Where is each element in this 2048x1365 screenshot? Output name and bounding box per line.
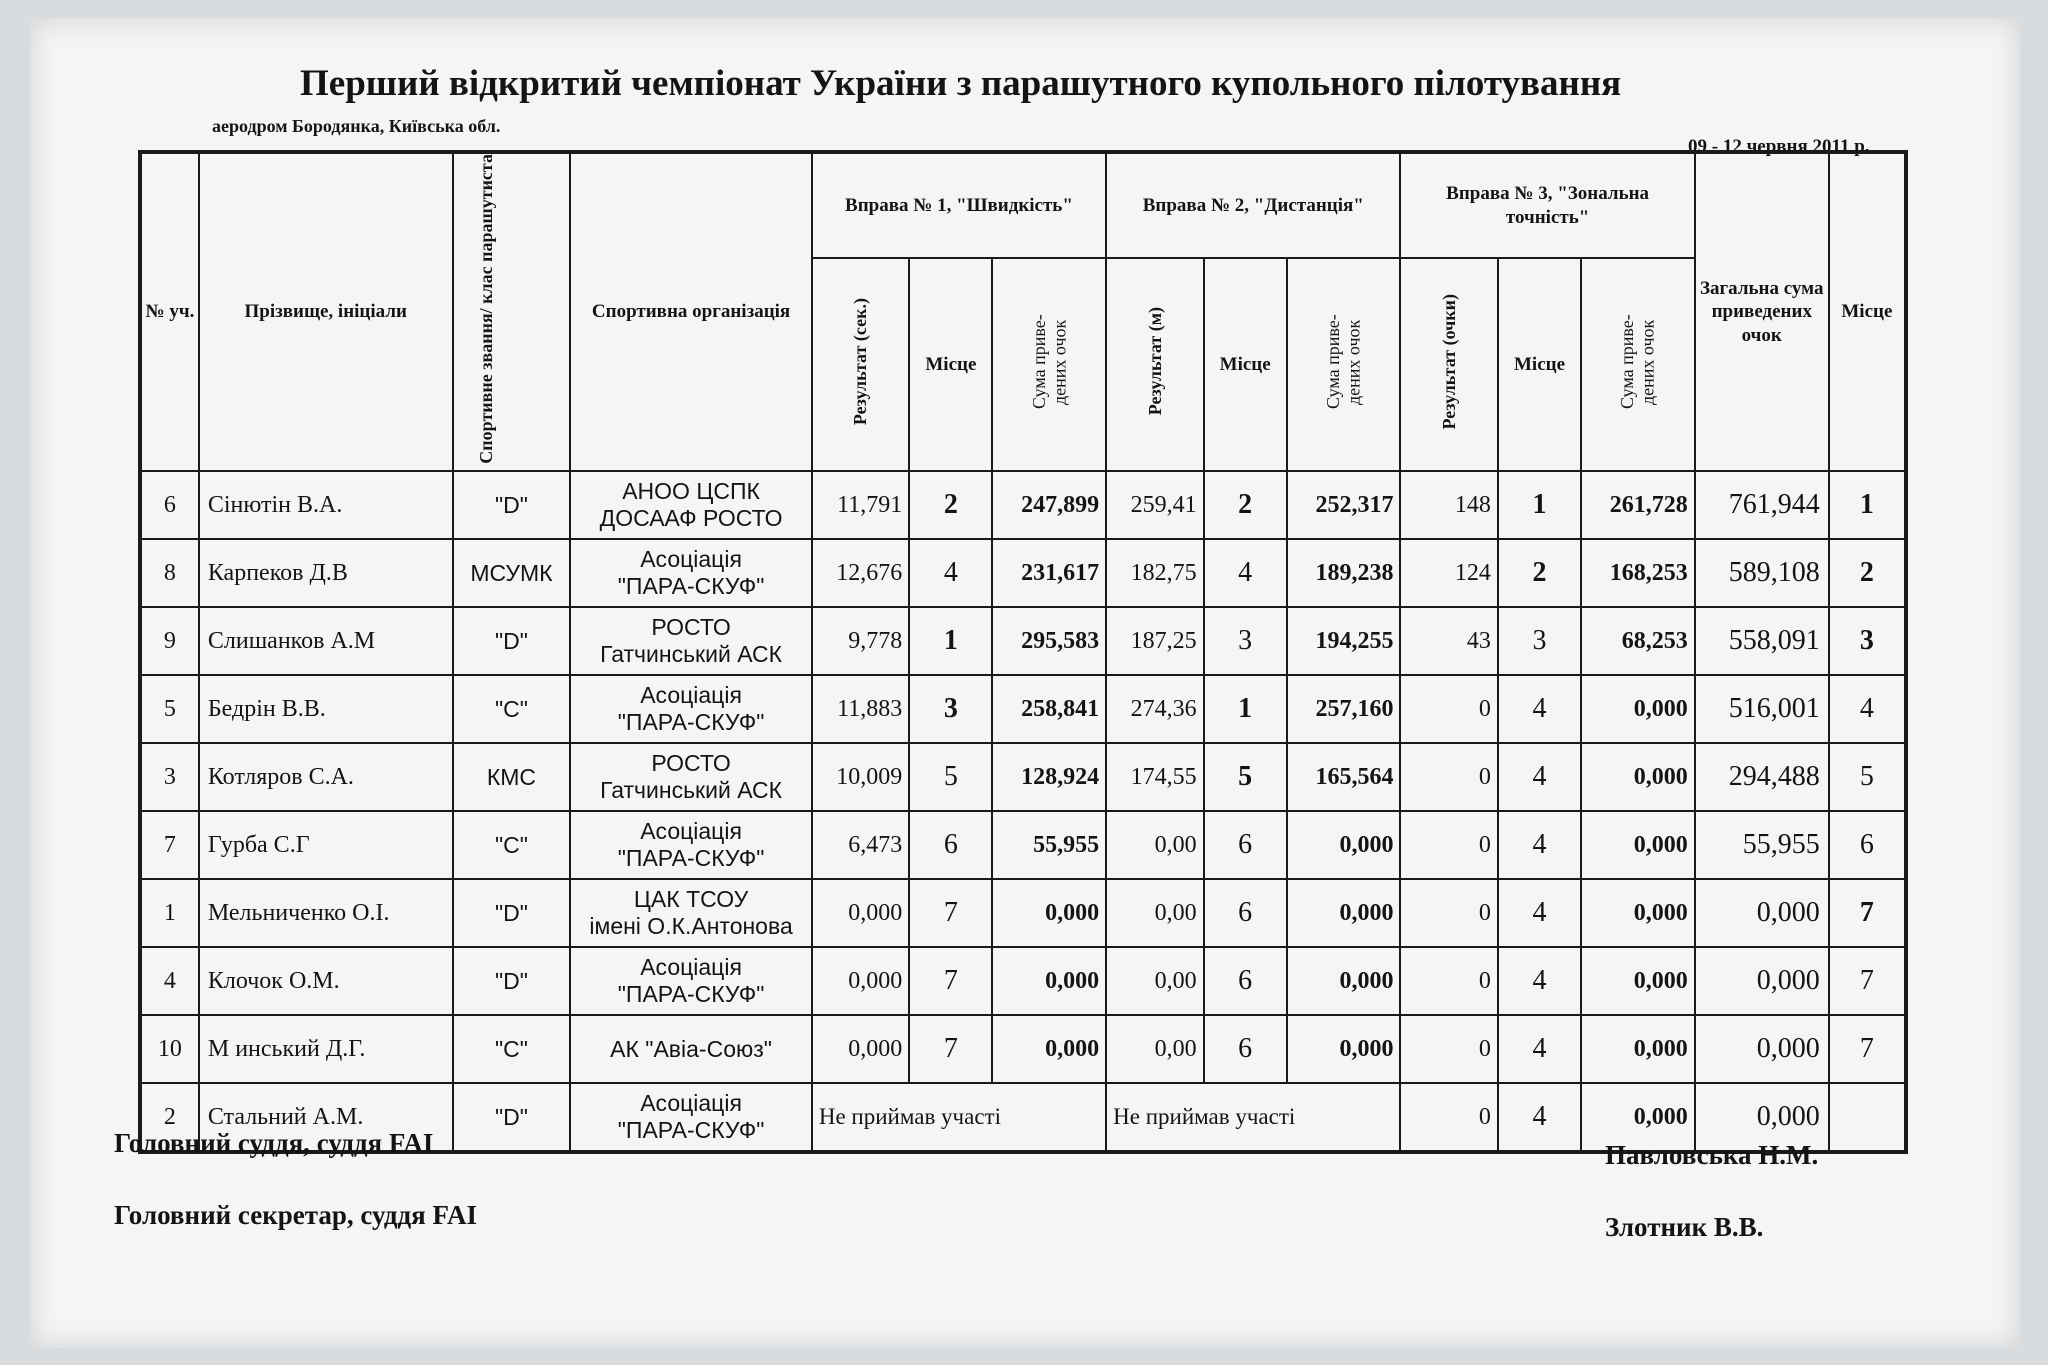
org-line-2: імені О.К.Антонова [589, 913, 793, 940]
ex1-result: 6,473 [812, 811, 909, 879]
org-line-1: АК "Авіа-Союз" [610, 1035, 772, 1062]
ex2-sum-header: Сума приве- дених очок [1287, 258, 1401, 471]
org-line-2: Гатчинський АСК [600, 777, 783, 804]
participant-number: 9 [140, 607, 199, 675]
ex3-sum: 261,728 [1581, 471, 1695, 539]
org-line-2: "ПАРА-СКУФ" [617, 981, 765, 1008]
ex1-result: 9,778 [812, 607, 909, 675]
ex2-result: 0,00 [1106, 947, 1203, 1015]
org-line-1: ЦАК ТСОУ [633, 885, 749, 912]
participant-name: Слишанков А.М [199, 607, 453, 675]
participant-rank: "C" [453, 1015, 571, 1083]
ex3-place-header: Місце [1498, 258, 1581, 471]
participant-number: 8 [140, 539, 199, 607]
org-line-2: "ПАРА-СКУФ" [617, 845, 765, 872]
ex2-place: 3 [1204, 607, 1287, 675]
ex1-place-header: Місце [909, 258, 992, 471]
ex2-sum: 165,564 [1287, 743, 1401, 811]
ex3-place: 3 [1498, 607, 1581, 675]
total-points: 55,955 [1695, 811, 1829, 879]
org-line-1: Асоціація [640, 681, 742, 708]
page-title: Перший відкритий чемпіонат України з парашутного купольного пілотування [300, 63, 1622, 104]
ex3-result: 148 [1400, 471, 1497, 539]
participant-number: 6 [140, 471, 199, 539]
participant-organization [570, 471, 812, 539]
ex3-result: 43 [1400, 607, 1497, 675]
participant-organization [570, 811, 812, 879]
participant-number: 4 [140, 947, 199, 1015]
final-place: 3 [1829, 607, 1906, 675]
ex2-sum: 0,000 [1287, 811, 1401, 879]
ex1-place: 3 [909, 675, 992, 743]
ex3-place: 4 [1498, 879, 1581, 947]
table-row [140, 539, 1906, 607]
ex3-place: 4 [1498, 947, 1581, 1015]
chief-judge-role: Головний суддя, суддя FAI [114, 1128, 434, 1158]
chief-secretary-name: Злотник В.В. [1605, 1212, 1764, 1242]
ex3-result-header: Результат (очки) [1400, 258, 1497, 471]
ex2-result: 0,00 [1106, 879, 1203, 947]
ex2-sum: 194,255 [1287, 607, 1401, 675]
ex1-result: 11,791 [812, 471, 909, 539]
results-table [138, 150, 1908, 1154]
participant-rank: "D" [453, 947, 571, 1015]
total-points: 0,000 [1695, 1083, 1829, 1152]
ex2-result: 274,36 [1106, 675, 1203, 743]
ex2-sum: 0,000 [1287, 947, 1401, 1015]
col-org-header: Спортивна організація [570, 152, 812, 471]
ex1-sum: 128,924 [992, 743, 1106, 811]
col-name-header: Прізвище, ініціали [199, 152, 453, 471]
table-row [140, 947, 1906, 1015]
ex1-sum: 55,955 [992, 811, 1106, 879]
participant-name: Котляров С.А. [199, 743, 453, 811]
ex3-sum: 0,000 [1581, 675, 1695, 743]
ex1-place: 2 [909, 471, 992, 539]
participant-number: 10 [140, 1015, 199, 1083]
ex1-place: 1 [909, 607, 992, 675]
ex2-result: 174,55 [1106, 743, 1203, 811]
participant-name: М инський Д.Г. [199, 1015, 453, 1083]
table-row [140, 675, 1906, 743]
participant-number: 7 [140, 811, 199, 879]
participant-rank: "D" [453, 1083, 571, 1152]
total-points: 0,000 [1695, 879, 1829, 947]
participant-rank: "D" [453, 607, 571, 675]
org-line-2: "ПАРА-СКУФ" [617, 709, 765, 736]
final-place: 4 [1829, 675, 1906, 743]
chief-secretary-role: Головний секретар, суддя FAI [114, 1200, 477, 1230]
org-line-1: АНОО ЦСПК [622, 477, 760, 504]
ex3-result: 0 [1400, 743, 1497, 811]
org-line-1: РОСТО [651, 613, 731, 640]
org-line-1: Асоціація [640, 817, 742, 844]
ex1-result: 0,000 [812, 947, 909, 1015]
participant-organization [570, 607, 812, 675]
org-line-1: Асоціація [640, 1089, 742, 1116]
ex2-place: 6 [1204, 947, 1287, 1015]
ex3-sum: 68,253 [1581, 607, 1695, 675]
ex2-place: 6 [1204, 1015, 1287, 1083]
ex2-place: 5 [1204, 743, 1287, 811]
ex2-sum: 257,160 [1287, 675, 1401, 743]
ex1-result: 10,009 [812, 743, 909, 811]
ex1-sum: 0,000 [992, 879, 1106, 947]
participant-organization [570, 879, 812, 947]
org-line-2: "ПАРА-СКУФ" [617, 1117, 765, 1144]
ex3-place: 4 [1498, 811, 1581, 879]
final-place: 7 [1829, 879, 1906, 947]
ex3-place: 1 [1498, 471, 1581, 539]
participant-rank: "C" [453, 811, 571, 879]
ex1-place: 5 [909, 743, 992, 811]
final-place [1829, 1083, 1906, 1152]
total-points: 589,108 [1695, 539, 1829, 607]
participant-rank: МСУМК [453, 539, 571, 607]
col-rank-header: Спортивне звання/ клас парашутиста [453, 152, 571, 471]
exercise-2-header: Вправа № 2, "Дистанція" [1106, 152, 1400, 258]
participant-number: 3 [140, 743, 199, 811]
ex3-sum: 0,000 [1581, 743, 1695, 811]
col-num-header: № уч. [140, 152, 199, 471]
total-points: 761,944 [1695, 471, 1829, 539]
participant-organization [570, 539, 812, 607]
participant-name: Карпеков Д.В [199, 539, 453, 607]
final-place: 5 [1829, 743, 1906, 811]
ex1-not-participated: Не приймав участі [812, 1083, 1106, 1152]
participant-name: Сінютін В.А. [199, 471, 453, 539]
ex1-sum: 258,841 [992, 675, 1106, 743]
exercise-1-header: Вправа № 1, "Швидкість" [812, 152, 1106, 258]
participant-organization [570, 1015, 812, 1083]
ex1-sum: 295,583 [992, 607, 1106, 675]
ex3-sum: 0,000 [1581, 879, 1695, 947]
ex3-place: 4 [1498, 1015, 1581, 1083]
ex2-place: 2 [1204, 471, 1287, 539]
ex3-result: 0 [1400, 675, 1497, 743]
ex3-result: 0 [1400, 879, 1497, 947]
ex2-result: 0,00 [1106, 811, 1203, 879]
ex2-place-header: Місце [1204, 258, 1287, 471]
ex3-sum: 0,000 [1581, 811, 1695, 879]
table-row [140, 879, 1906, 947]
ex2-place: 6 [1204, 811, 1287, 879]
org-line-1: Асоціація [640, 545, 742, 572]
total-points: 294,488 [1695, 743, 1829, 811]
ex2-not-participated: Не приймав участі [1106, 1083, 1400, 1152]
col-final-place-header: Місце [1829, 152, 1906, 471]
ex2-sum: 0,000 [1287, 879, 1401, 947]
table-row [140, 1015, 1906, 1083]
ex2-result: 259,41 [1106, 471, 1203, 539]
ex1-result: 0,000 [812, 879, 909, 947]
participant-number: 2 [140, 1083, 199, 1152]
final-place: 2 [1829, 539, 1906, 607]
venue-text: аеродром Бородянка, Київська обл. [212, 116, 501, 136]
ex2-sum: 189,238 [1287, 539, 1401, 607]
participant-number: 1 [140, 879, 199, 947]
ex2-result: 182,75 [1106, 539, 1203, 607]
ex3-result: 0 [1400, 811, 1497, 879]
participant-organization [570, 1083, 812, 1152]
col-total-header: Загальна сума приведених очок [1695, 152, 1829, 471]
ex2-result-header: Результат (м) [1106, 258, 1203, 471]
total-points: 0,000 [1695, 1015, 1829, 1083]
ex1-sum: 247,899 [992, 471, 1106, 539]
final-place: 7 [1829, 947, 1906, 1015]
ex2-sum: 252,317 [1287, 471, 1401, 539]
participant-name: Мельниченко О.І. [199, 879, 453, 947]
participant-name: Клочок О.М. [199, 947, 453, 1015]
participant-organization [570, 947, 812, 1015]
ex1-sum: 0,000 [992, 1015, 1106, 1083]
ex1-place: 6 [909, 811, 992, 879]
ex3-place: 4 [1498, 1083, 1581, 1152]
table-row [140, 743, 1906, 811]
participant-rank: "D" [453, 879, 571, 947]
ex3-result: 0 [1400, 1015, 1497, 1083]
ex1-sum: 231,617 [992, 539, 1106, 607]
ex1-result: 0,000 [812, 1015, 909, 1083]
table-row [140, 811, 1906, 879]
ex3-place: 2 [1498, 539, 1581, 607]
ex1-result: 11,883 [812, 675, 909, 743]
total-points: 0,000 [1695, 947, 1829, 1015]
ex3-sum: 0,000 [1581, 1015, 1695, 1083]
ex3-sum-header: Сума приве- дених очок [1581, 258, 1695, 471]
participant-rank: "D" [453, 471, 571, 539]
participant-name: Гурба С.Г [199, 811, 453, 879]
ex2-result: 187,25 [1106, 607, 1203, 675]
final-place: 1 [1829, 471, 1906, 539]
ex2-result: 0,00 [1106, 1015, 1203, 1083]
ex3-sum: 0,000 [1581, 1083, 1695, 1152]
table-row [140, 607, 1906, 675]
participant-rank: КМС [453, 743, 571, 811]
ex2-sum: 0,000 [1287, 1015, 1401, 1083]
ex2-place: 4 [1204, 539, 1287, 607]
ex3-result: 0 [1400, 1083, 1497, 1152]
total-points: 558,091 [1695, 607, 1829, 675]
dates-text: 09 - 12 червня 2011 р. [1688, 136, 1870, 157]
org-line-2: "ПАРА-СКУФ" [617, 573, 765, 600]
ex1-place: 7 [909, 947, 992, 1015]
final-place: 6 [1829, 811, 1906, 879]
ex1-result: 12,676 [812, 539, 909, 607]
participant-rank: "C" [453, 675, 571, 743]
ex1-place: 7 [909, 879, 992, 947]
ex1-result-header: Результат (сек.) [812, 258, 909, 471]
ex1-sum: 0,000 [992, 947, 1106, 1015]
ex1-place: 7 [909, 1015, 992, 1083]
org-line-2: Гатчинський АСК [600, 641, 783, 668]
ex1-sum-header: Сума приве- дених очок [992, 258, 1106, 471]
participant-organization [570, 743, 812, 811]
participant-name: Стальний А.М. [199, 1083, 453, 1152]
ex3-sum: 168,253 [1581, 539, 1695, 607]
ex3-place: 4 [1498, 743, 1581, 811]
final-place: 7 [1829, 1015, 1906, 1083]
ex3-result: 0 [1400, 947, 1497, 1015]
ex2-place: 6 [1204, 879, 1287, 947]
org-line-2: ДОСААФ РОСТО [599, 505, 783, 532]
participant-organization [570, 675, 812, 743]
total-points: 516,001 [1695, 675, 1829, 743]
table-row [140, 471, 1906, 539]
exercise-3-header: Вправа № 3, "Зональна точність" [1400, 152, 1694, 258]
chief-judge-name: Павловська Н.М. [1605, 1140, 1819, 1170]
participant-number: 5 [140, 675, 199, 743]
org-line-1: Асоціація [640, 953, 742, 980]
org-line-1: РОСТО [651, 749, 731, 776]
ex3-result: 124 [1400, 539, 1497, 607]
participant-name: Бедрін В.В. [199, 675, 453, 743]
ex3-sum: 0,000 [1581, 947, 1695, 1015]
ex2-place: 1 [1204, 675, 1287, 743]
ex3-place: 4 [1498, 675, 1581, 743]
ex1-place: 4 [909, 539, 992, 607]
